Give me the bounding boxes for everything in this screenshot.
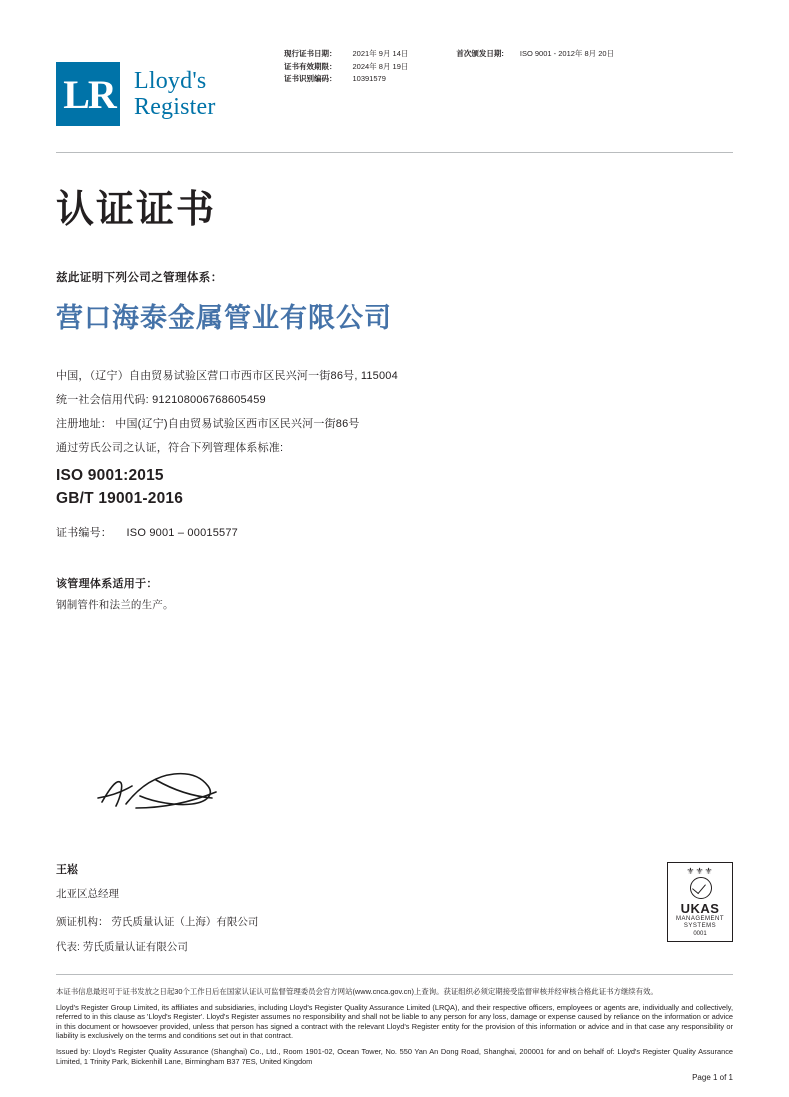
signer-role: 北亚区总经理	[56, 888, 119, 900]
ukas-subtext-line2: SYSTEMS	[683, 923, 717, 929]
issuer-line: 颁证机构： 劳氏质量认证（上海）有限公司	[56, 916, 259, 928]
on-behalf-line: 代表: 劳氏质量认证有限公司	[56, 941, 188, 953]
logo-wordmark	[134, 68, 216, 120]
logo-wordmark-line2: Register	[134, 94, 216, 120]
crown-icon: ⚜⚜⚜	[686, 866, 714, 876]
logo-mark-text: LR	[63, 71, 115, 117]
ukas-word: UKAS	[680, 901, 720, 916]
address-block	[56, 364, 398, 460]
ukas-accreditation-mark	[667, 862, 733, 942]
meta-label-first-issue: 首次颁发日期:	[456, 49, 504, 58]
document-header	[0, 0, 789, 152]
meta-value-expiry-date: 2024年 8月 19日	[352, 61, 409, 71]
meta-labels-first-issue	[456, 48, 504, 86]
meta-value-current-date: 2021年 9月 14日	[352, 49, 409, 58]
meta-values-first-issue	[520, 48, 614, 86]
footer-paragraph-liability: Lloyd's Register Group Limited, its affiliates and subsidiaries, including Lloyd's Register Quality Assurance Limited (LRQA), and their respective officers, employees or agents are, individually and collectively, referred to in this clause as 'Lloyd's Register'. Lloyd's Register assumes no responsibility and shall not be liable to any person for any loss, damage or expense caused by reliance on the information or advice in this document or howsoever provided, unless that person has signed a contract with the relevant Lloyd's Register entity for the provision of this information or advice and in that case any responsibility or liability is exclusively on the terms and conditions set out in that contract.	[56, 1002, 733, 1041]
lloyds-register-logo	[56, 62, 216, 126]
meta-label-identity-code: 证书识别编码：	[284, 74, 337, 83]
footer-disclaimer	[56, 987, 733, 1066]
certificate-number-row	[56, 524, 238, 540]
header-divider	[56, 152, 733, 153]
credit-code-line: 统一社会信用代码: 912108006768605459	[56, 394, 266, 406]
scope-text: 钢制管件和法兰的生产。	[56, 599, 174, 611]
certificate-meta	[284, 48, 614, 86]
signature-image	[96, 768, 226, 818]
intro-text: 兹此证明下列公司之管理体系：	[56, 272, 223, 284]
scope-heading: 该管理体系适用于：	[56, 578, 158, 590]
footer-divider	[56, 974, 733, 975]
logo-mark-icon	[56, 62, 120, 126]
meta-label-current-date: 现行证书日期：	[284, 49, 337, 58]
certificate-number-label: 证书编号：	[56, 527, 112, 539]
ukas-subtext	[668, 916, 732, 930]
meta-value-identity-code: 10391579	[352, 74, 386, 83]
footer-paragraph-cn: 本证书信息最迟可于证书发放之日起30个工作日后在国家认证认可监督管理委员会官方网站(www.cnca.gov.cn)上查询。获证组织必须定期接受监督审核并经审核合格此证书方继续有效。	[56, 987, 658, 996]
ukas-number: 0001	[693, 931, 707, 937]
logo-wordmark-line1: Lloyd's	[134, 68, 207, 94]
certificate-number-value: ISO 9001 – 00015577	[126, 527, 238, 539]
signer-name: 王崧	[56, 864, 78, 876]
standards-list	[56, 464, 183, 510]
meta-column-dates	[284, 48, 408, 86]
meta-label-expiry-date: 证书有效期限：	[284, 61, 337, 71]
meta-values-dates	[353, 48, 409, 86]
meta-column-first-issue	[456, 48, 614, 86]
address-line-1: 中国，（辽宁）自由贸易试验区营口市西市区民兴河一街86号, 115004	[56, 370, 398, 382]
company-name: 营口海泰金属管业有限公司	[56, 303, 392, 334]
conformity-line: 通过劳氏公司之认证，符合下列管理体系标准:	[56, 442, 284, 454]
footer-paragraph-issued-by: Issued by: Lloyd's Register Quality Assurance (Shanghai) Co., Ltd., Room 1901-02, Ocean Tower, No. 550 Yan An Dong Road, Shanghai, 200001 for and on behalf of: Lloyd's Register Quality Assurance Limited, 1 Trinity Park, Bickenhill Lane, Birmingham B37 7ES, United Kingdom	[56, 1046, 733, 1066]
standard-gbt19001: GB/T 19001-2016	[56, 490, 184, 507]
standard-iso9001: ISO 9001:2015	[56, 467, 164, 484]
ukas-subtext-line1: MANAGEMENT	[675, 916, 724, 922]
page-title: 认证证书	[56, 187, 217, 231]
page-number: Page 1 of 1	[692, 1073, 733, 1082]
meta-labels-dates	[284, 48, 337, 86]
registered-address-line: 注册地址： 中国(辽宁)自由贸易试验区西市区民兴河一街86号	[56, 418, 360, 430]
meta-value-first-issue: ISO 9001 - 2012年 8月 20日	[519, 49, 615, 58]
